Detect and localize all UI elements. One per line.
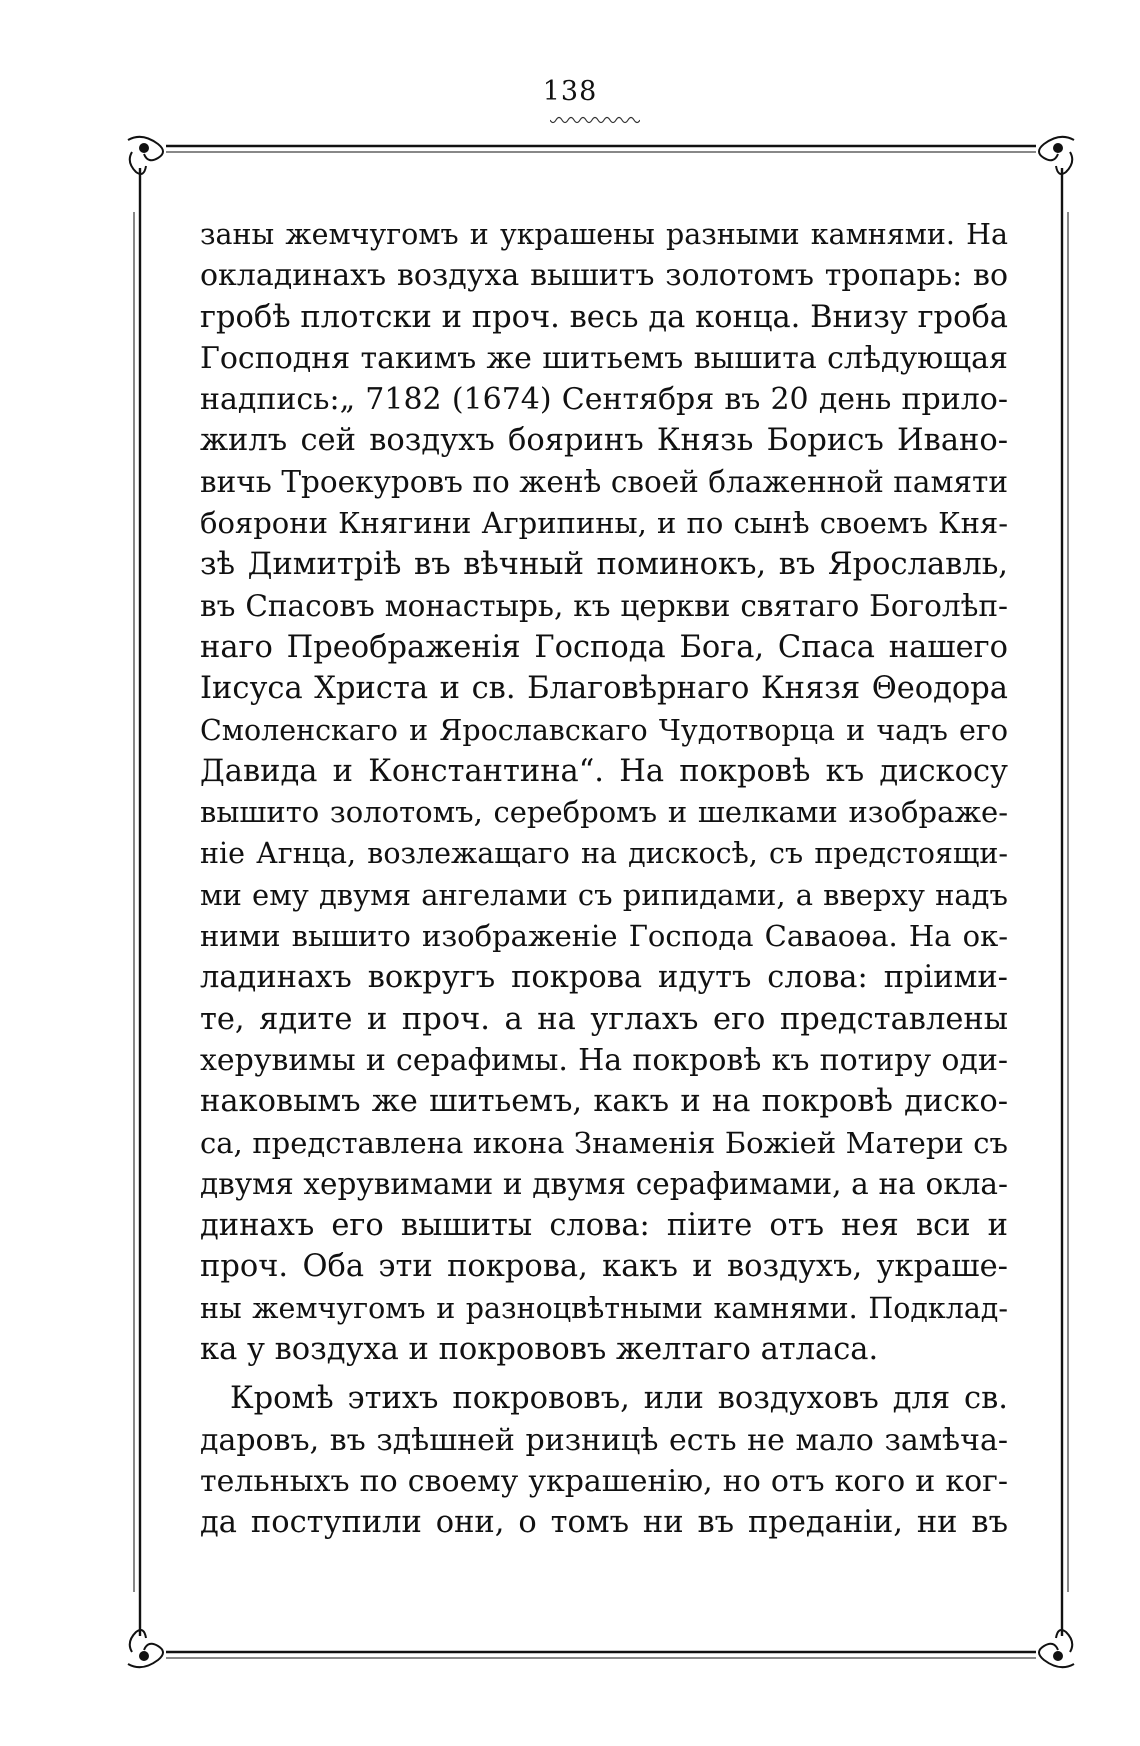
text-line: Іисуса Христа и св. Благовѣрнаго Князя Θеодора xyxy=(200,671,1008,707)
text-line: въ Спасовъ монастырь, къ церкви святаго Боголѣп- xyxy=(200,588,1008,623)
text-line: окладинахъ воздуха вышитъ золотомъ тропарь: во xyxy=(200,258,1008,294)
text-line: ка у воздуха и покрововъ желтаго атласа. xyxy=(200,1332,879,1368)
text-line: ладинахъ вокругъ покрова идутъ слова: пріими- xyxy=(200,960,1008,996)
text-line: ніе Агнца, возлежащаго на дискосѣ, съ предстоящи- xyxy=(200,837,1008,871)
corner-ornament-top-right xyxy=(1039,137,1074,174)
text-line: тельныхъ по своему украшенію, но отъ кого и ког- xyxy=(200,1463,1008,1499)
text-line: Кромѣ этихъ покрововъ, или воздуховъ для св. xyxy=(230,1381,1008,1417)
text-line: ми ему двумя ангелами съ рипидами, а вверху надъ xyxy=(200,877,1008,912)
text-line: наго Преображенія Господа Бога, Спаса нашего xyxy=(200,629,1008,665)
text-line: проч. Оба эти покрова, какъ и воздухъ, украше- xyxy=(200,1249,1008,1285)
text-line: гробѣ плотски и проч. весь да конца. Внизу гроба xyxy=(200,299,1008,335)
text-line: Господня такимъ же шитьемъ вышита слѣдующая xyxy=(200,340,1008,376)
paragraph-1 xyxy=(200,214,1008,1370)
text-line: наковымъ же шитьемъ, какъ и на покровѣ диско- xyxy=(200,1084,1008,1120)
paragraph-2 xyxy=(200,1378,1008,1543)
page-number: 138 xyxy=(542,76,598,107)
text-line: са, представлена икона Знаменія Божіей Матери съ xyxy=(200,1125,1008,1160)
text-line: надпись:„ 7182 (1674) Сентября въ 20 день прило- xyxy=(200,382,1008,418)
corner-ornament-bottom-left xyxy=(128,1630,163,1667)
body-text xyxy=(200,214,1008,1544)
text-line: двумя херувимами и двумя серафимами, а на окла- xyxy=(200,1166,1008,1201)
text-line: херувимы и серафимы. На покровѣ къ потиру оди- xyxy=(200,1042,1008,1078)
text-line: Давида и Константина“. На покровѣ къ дискосу xyxy=(200,753,1008,789)
corner-ornament-top-left xyxy=(128,137,163,174)
text-line: да поступили они, о томъ ни въ преданіи, ни въ xyxy=(200,1505,1008,1541)
corner-ornament-bottom-right xyxy=(1039,1630,1074,1667)
text-line: ны жемчугомъ и разноцвѣтными камнями. Подклад- xyxy=(200,1291,1008,1325)
text-line: жилъ сей воздухъ бояринъ Князь Борисъ Ивано- xyxy=(200,423,1008,459)
page-number-flourish xyxy=(550,116,640,126)
text-line: Смоленскаго и Ярославскаго Чудотворца и чадъ его xyxy=(200,713,1008,747)
text-line: динахъ его вышиты слова: піите отъ нея вси и xyxy=(200,1208,1008,1244)
text-line: вышито золотомъ, серебромъ и шелками изображе- xyxy=(200,795,1008,830)
text-line: вичь Троекуровъ по женѣ своей блаженной памяти xyxy=(200,464,1008,499)
text-line: ними вышито изображеніе Господа Саваоѳа. На ок- xyxy=(200,919,1008,954)
text-line: боярони Княгини Агрипины, и по сынѣ своемъ Кня- xyxy=(200,506,1008,541)
text-line: зѣ Димитріѣ въ вѣчный поминокъ, въ Ярославль, xyxy=(200,547,1008,583)
text-line: те, ядите и проч. а на углахъ его представлены xyxy=(200,1001,1008,1037)
text-line: даровъ, въ здѣшней ризницѣ есть не мало замѣча- xyxy=(200,1422,1008,1458)
text-line: заны жемчугомъ и украшены разными камнями. На xyxy=(200,218,1008,251)
